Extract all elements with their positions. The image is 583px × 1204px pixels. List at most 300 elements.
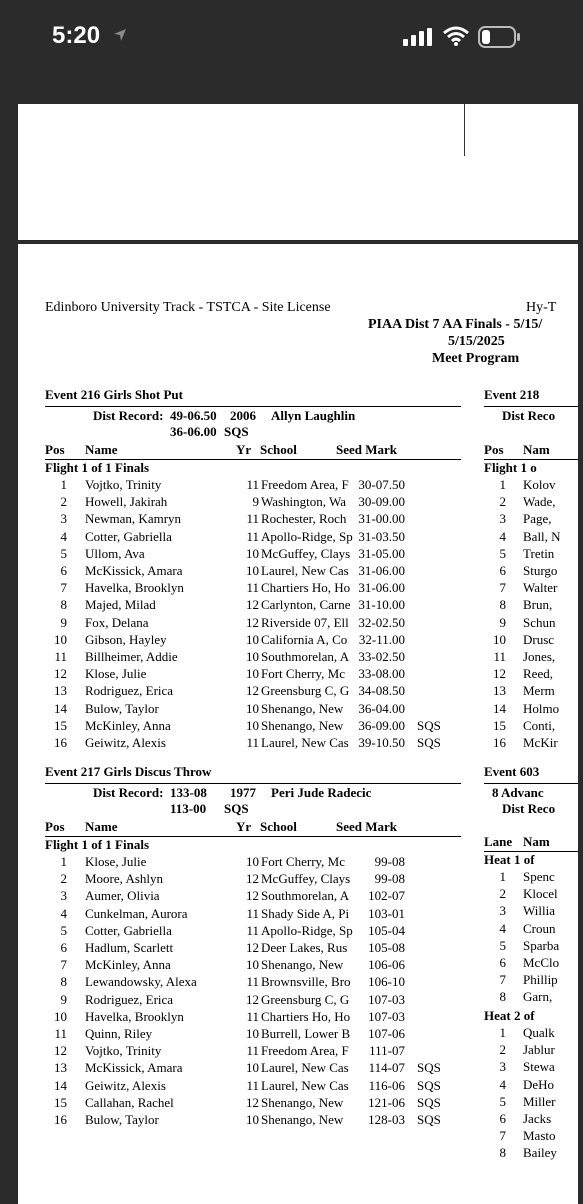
table-row: [484, 972, 578, 989]
yr-cell: 10: [246, 1112, 259, 1127]
name-cell: Newman, Kamryn: [85, 511, 182, 527]
pos-cell: 2: [60, 494, 67, 510]
name-cell: Miller: [523, 1093, 556, 1109]
qual-label: SQS: [224, 424, 249, 439]
pos-cell: 16: [54, 735, 67, 750]
name-cell: Tretin: [523, 545, 555, 561]
pos-cell: 15: [54, 1094, 67, 1110]
col-seed: Seed Mark: [336, 819, 398, 834]
name-cell: Hadlum, Scarlett: [85, 940, 174, 955]
pos-cell: 8: [499, 989, 506, 1005]
school-cell: Freedom Area, F: [261, 477, 349, 492]
table-row: [45, 1112, 461, 1129]
seed-cell: 31-06.00: [358, 563, 405, 578]
heat-label: Heat 1 of: [484, 852, 535, 867]
yr-cell: 11: [246, 580, 259, 596]
name-cell: Qualk: [523, 1025, 555, 1040]
seed-cell: 31-06.00: [358, 580, 405, 596]
pos-cell: 7: [60, 957, 67, 973]
table-row: [45, 1095, 461, 1112]
seed-cell: 31-03.50: [358, 528, 405, 544]
pos-cell: 13: [54, 1060, 67, 1076]
table-row: [484, 615, 578, 632]
table-row: [484, 886, 578, 903]
table-row: [45, 494, 461, 511]
note-cell: SQS: [417, 1077, 441, 1093]
yr-cell: 11: [246, 905, 259, 921]
table-row: [484, 666, 578, 683]
note-cell: SQS: [417, 1060, 441, 1076]
table-row: [484, 563, 578, 580]
note-cell: SQS: [417, 717, 441, 733]
yr-cell: 11: [246, 477, 259, 492]
table-row: [484, 989, 578, 1006]
yr-cell: 10: [246, 1026, 259, 1041]
school-cell: Shenango, New: [261, 717, 344, 733]
pos-cell: 8: [499, 1145, 506, 1161]
pos-cell: 6: [499, 563, 506, 578]
table-row: [484, 735, 578, 752]
table-row: [45, 906, 461, 923]
record-holder: Peri Jude Radecic: [271, 785, 372, 800]
event-title: Event 216 Girls Shot Put: [45, 387, 183, 402]
school-cell: Chartiers Ho, Ho: [261, 580, 351, 596]
pos-cell: 4: [499, 920, 506, 936]
name-cell: Klose, Julie: [85, 666, 147, 682]
table-row: [45, 1060, 461, 1077]
vendor-text: Hy-T: [526, 300, 557, 315]
name-cell: Garn,: [523, 989, 553, 1005]
pos-cell: 7: [499, 580, 506, 596]
table-row: [484, 1145, 578, 1162]
table-row: [484, 477, 578, 494]
table-row: [484, 1025, 578, 1042]
yr-cell: 11: [246, 974, 259, 990]
seed-cell: 36-09.00: [358, 717, 405, 733]
name-cell: Havelka, Brooklyn: [85, 1008, 184, 1024]
name-cell: McKinley, Anna: [85, 957, 171, 973]
name-cell: Majed, Milad: [85, 597, 156, 613]
name-cell: Jones,: [523, 649, 556, 664]
school-cell: Laurel, New Cas: [261, 563, 349, 578]
battery-icon: [478, 26, 522, 48]
name-cell: Merm: [523, 683, 555, 699]
seed-cell: 99-08: [374, 854, 405, 869]
name-cell: Wade,: [523, 494, 556, 510]
col-school: School: [260, 442, 297, 457]
pos-cell: 6: [60, 563, 67, 578]
col-name: Name: [85, 442, 118, 457]
seed-cell: 31-05.00: [358, 545, 405, 561]
school-cell: Shenango, New: [261, 957, 344, 973]
table-row: [484, 1077, 578, 1094]
note-cell: SQS: [417, 735, 441, 750]
pos-cell: 5: [60, 545, 67, 561]
yr-cell: 11: [246, 735, 259, 750]
name-cell: Jacks: [523, 1111, 552, 1126]
table-row: [45, 974, 461, 991]
table-row: [484, 1128, 578, 1145]
yr-cell: 11: [246, 922, 259, 938]
yr-cell: 10: [246, 545, 259, 561]
pdf-viewport[interactable]: [0, 104, 561, 1200]
seed-cell: 102-07: [368, 888, 405, 904]
name-cell: Cunkelman, Aurora: [85, 905, 188, 921]
pos-cell: 16: [54, 1112, 67, 1127]
table-row: [484, 1042, 578, 1059]
table-row: [45, 632, 461, 649]
name-cell: Page,: [523, 511, 552, 527]
pos-cell: 16: [493, 735, 506, 750]
seed-cell: 31-10.00: [358, 597, 405, 613]
status-bar: [0, 0, 554, 62]
name-cell: Rodriguez, Erica: [85, 991, 174, 1007]
school-cell: Riverside 07, Ell: [261, 614, 349, 630]
table-row: [45, 615, 461, 632]
school-cell: McGuffey, Clays: [261, 871, 351, 887]
pos-cell: 5: [499, 937, 506, 953]
record-year: 2006: [230, 408, 256, 423]
col-lane: Lane: [484, 834, 513, 849]
pos-cell: 4: [499, 1076, 506, 1092]
table-row: [45, 854, 461, 871]
name-cell: Cotter, Gabriella: [85, 922, 172, 938]
table-row: [484, 580, 578, 597]
address-bar[interactable]: [0, 62, 554, 104]
table-row: [484, 632, 578, 649]
table-row: [484, 701, 578, 718]
yr-cell: 11: [246, 1077, 259, 1093]
table-row: [45, 871, 461, 888]
table-row: [45, 923, 461, 940]
event-title: Event 217 Girls Discus Throw: [45, 764, 212, 779]
school-cell: McGuffey, Clays: [261, 545, 351, 561]
school-cell: Shady Side A, Pi: [261, 905, 350, 921]
seed-cell: 32-11.00: [358, 631, 405, 647]
name-cell: DeHo: [523, 1076, 555, 1092]
name-cell: Phillip: [523, 972, 558, 988]
school-cell: Laurel, New Cas: [261, 1077, 349, 1093]
table-row: [45, 649, 461, 666]
record-holder: Allyn Laughlin: [271, 408, 356, 423]
school-cell: Fort Cherry, Mc: [261, 666, 346, 682]
school-cell: Shenango, New: [261, 1112, 344, 1127]
yr-cell: 10: [246, 631, 259, 647]
pos-cell: 1: [499, 869, 506, 884]
seed-cell: 105-04: [368, 922, 405, 938]
name-cell: Vojtko, Trinity: [85, 477, 162, 492]
table-row: [484, 511, 578, 528]
name-cell: McClo: [523, 955, 560, 970]
table-row: [45, 666, 461, 683]
yr-cell: 11: [246, 1008, 259, 1024]
status-time: 5:20: [52, 22, 101, 49]
school-cell: Laurel, New Cas: [261, 1060, 349, 1076]
name-cell: Bulow, Taylor: [85, 1112, 159, 1127]
table-row: [484, 1111, 578, 1128]
name-cell: McKissick, Amara: [85, 563, 183, 578]
pos-cell: 4: [60, 528, 67, 544]
name-cell: Croun: [523, 920, 556, 936]
school-cell: Freedom Area, F: [261, 1043, 349, 1059]
pos-cell: 7: [499, 972, 506, 988]
pos-cell: 3: [60, 511, 67, 527]
record-label: Dist Record:: [93, 785, 164, 800]
yr-cell: 10: [246, 1060, 259, 1076]
pos-cell: 10: [54, 1008, 67, 1024]
pos-cell: 2: [499, 1042, 506, 1058]
name-cell: Kolov: [523, 477, 556, 492]
name-cell: McKinley, Anna: [85, 717, 171, 733]
yr-cell: 10: [246, 563, 259, 578]
table-row: [45, 546, 461, 563]
school-cell: Brownsville, Bro: [261, 974, 351, 990]
seed-cell: 30-07.50: [358, 477, 405, 492]
pos-cell: 5: [60, 922, 67, 938]
col-pos: Pos: [45, 442, 65, 457]
seed-cell: 107-06: [368, 1026, 405, 1041]
seed-cell: 106-10: [368, 974, 405, 990]
school-cell: Washington, Wa: [261, 494, 347, 510]
yr-cell: 12: [246, 597, 259, 613]
name-cell: Bulow, Taylor: [85, 700, 159, 716]
name-cell: Aumer, Olivia: [85, 888, 160, 904]
seed-cell: 39-10.50: [358, 735, 405, 750]
col-school: School: [260, 819, 297, 834]
seed-cell: 107-03: [368, 1008, 405, 1024]
table-row: [45, 718, 461, 735]
col-seed: Seed Mark: [336, 442, 398, 457]
pos-cell: 7: [499, 1128, 506, 1144]
school-cell: Shenango, New: [261, 1094, 344, 1110]
event-subtitle: 8 Advanc: [492, 785, 544, 800]
page-divider-line: [464, 104, 465, 156]
col-pos: Pos: [45, 819, 65, 834]
pos-cell: 6: [499, 955, 506, 970]
pos-cell: 11: [54, 1026, 67, 1041]
table-row: [45, 511, 461, 528]
name-cell: Geiwitz, Alexis: [85, 735, 166, 750]
seed-cell: 31-00.00: [358, 511, 405, 527]
pos-cell: 15: [493, 717, 506, 733]
pos-cell: 8: [60, 974, 67, 990]
seed-cell: 106-06: [368, 957, 405, 973]
seed-cell: 33-08.00: [358, 666, 405, 682]
name-cell: Ullom, Ava: [85, 545, 145, 561]
pos-cell: 2: [499, 494, 506, 510]
pos-cell: 9: [499, 614, 506, 630]
pos-cell: 12: [493, 666, 506, 682]
seed-cell: 36-04.00: [358, 700, 405, 716]
seed-cell: 114-07: [368, 1060, 405, 1076]
table-row: [45, 597, 461, 614]
pos-cell: 8: [499, 597, 506, 613]
table-row: [45, 1078, 461, 1095]
table-row: [484, 955, 578, 972]
seed-cell: 32-02.50: [358, 614, 405, 630]
pos-cell: 1: [60, 477, 67, 492]
pos-cell: 6: [499, 1111, 506, 1126]
yr-cell: 10: [246, 666, 259, 682]
pos-cell: 5: [499, 1093, 506, 1109]
name-cell: Walter: [523, 580, 558, 596]
school-cell: Laurel, New Cas: [261, 735, 349, 750]
yr-cell: 9: [252, 494, 259, 510]
license-text: Edinboro University Track - TSTCA - Site License: [45, 300, 331, 315]
name-cell: Fox, Delana: [85, 614, 149, 630]
yr-cell: 10: [246, 700, 259, 716]
pos-cell: 9: [60, 614, 67, 630]
pos-cell: 5: [499, 545, 506, 561]
table-row: [45, 580, 461, 597]
note-cell: SQS: [417, 1094, 441, 1110]
record-label: Dist Reco: [502, 801, 556, 816]
location-arrow-icon: [113, 28, 127, 42]
name-cell: McKir: [523, 735, 558, 750]
col-yr: Yr: [236, 442, 252, 457]
pos-cell: 1: [499, 1025, 506, 1040]
seed-cell: 103-01: [368, 905, 405, 921]
pos-cell: 3: [499, 1059, 506, 1075]
table-row: [484, 649, 578, 666]
name-cell: Klocel: [523, 886, 558, 902]
event-title: Event 218: [484, 387, 540, 402]
table-row: [484, 1059, 578, 1076]
table-row: [45, 701, 461, 718]
table-row: [45, 529, 461, 546]
yr-cell: 11: [246, 528, 259, 544]
flight-label: Flight 1 of 1 Finals: [45, 837, 150, 852]
seed-cell: 105-08: [368, 940, 405, 955]
seed-cell: 99-08: [374, 871, 405, 887]
table-row: [484, 921, 578, 938]
name-cell: Willia: [523, 903, 555, 919]
school-cell: Apollo-Ridge, Sp: [261, 528, 353, 544]
school-cell: Burrell, Lower B: [261, 1026, 351, 1041]
school-cell: Deer Lakes, Rus: [261, 940, 348, 955]
name-cell: Sturgo: [523, 563, 558, 578]
seed-cell: 128-03: [368, 1112, 405, 1127]
pos-cell: 2: [60, 871, 67, 887]
yr-cell: 12: [246, 991, 259, 1007]
flight-label: Flight 1 o: [484, 460, 537, 475]
pos-cell: 2: [499, 886, 506, 902]
note-cell: SQS: [417, 1112, 441, 1127]
pos-cell: 6: [60, 940, 67, 955]
name-cell: Conti,: [523, 717, 556, 733]
name-cell: Masto: [523, 1128, 556, 1144]
name-cell: Rodriguez, Erica: [85, 683, 174, 699]
yr-cell: 12: [246, 888, 259, 904]
table-row: [45, 683, 461, 700]
meet-title: PIAA Dist 7 AA Finals - 5/15/: [368, 317, 543, 332]
pos-cell: 15: [54, 717, 67, 733]
name-cell: Quinn, Riley: [85, 1026, 153, 1041]
pos-cell: 9: [60, 991, 67, 1007]
previous-page: [18, 104, 578, 240]
pos-cell: 4: [499, 528, 506, 544]
table-row: [45, 957, 461, 974]
col-name: Nam: [523, 834, 550, 849]
pos-cell: 14: [54, 1077, 67, 1093]
name-cell: Schun: [523, 614, 556, 630]
school-cell: Southmorelan, A: [261, 649, 350, 664]
heat-label: Heat 2 of: [484, 1008, 535, 1023]
divider: [484, 783, 578, 784]
pos-cell: 1: [499, 477, 506, 492]
yr-cell: 11: [246, 1043, 259, 1059]
table-row: [484, 546, 578, 563]
table-row: [484, 494, 578, 511]
divider: [484, 406, 578, 407]
table-row: [45, 563, 461, 580]
cellular-signal-icon: [403, 28, 433, 46]
yr-cell: 10: [246, 957, 259, 973]
name-cell: Geiwitz, Alexis: [85, 1077, 166, 1093]
pos-cell: 3: [60, 888, 67, 904]
table-row: [45, 1043, 461, 1060]
table-row: [45, 1026, 461, 1043]
name-cell: Sparba: [523, 937, 560, 953]
table-row: [484, 597, 578, 614]
seed-cell: 107-03: [368, 991, 405, 1007]
name-cell: Brun,: [523, 597, 553, 613]
table-row: [484, 683, 578, 700]
pos-cell: 10: [493, 631, 506, 647]
yr-cell: 10: [246, 717, 259, 733]
col-name: Nam: [523, 442, 550, 457]
school-cell: Fort Cherry, Mc: [261, 854, 346, 869]
yr-cell: 12: [246, 1094, 259, 1110]
table-row: [484, 1094, 578, 1111]
name-cell: Howell, Jakirah: [85, 494, 168, 510]
table-row: [484, 903, 578, 920]
name-cell: Moore, Ashlyn: [85, 871, 163, 887]
divider: [45, 783, 461, 784]
name-cell: Callahan, Rachel: [85, 1094, 174, 1110]
yr-cell: 12: [246, 871, 259, 887]
event-title: Event 603: [484, 764, 540, 779]
pos-cell: 1: [60, 854, 67, 869]
col-pos: Pos: [484, 442, 504, 457]
name-cell: Klose, Julie: [85, 854, 147, 869]
seed-cell: 30-09.00: [358, 494, 405, 510]
name-cell: Billheimer, Addie: [85, 649, 178, 664]
record-mark: 49-06.50: [170, 408, 217, 423]
yr-cell: 10: [246, 854, 259, 869]
pos-cell: 11: [493, 649, 506, 664]
name-cell: Gibson, Hayley: [85, 631, 167, 647]
pos-cell: 11: [54, 649, 67, 664]
name-cell: Drusc: [523, 631, 555, 647]
divider: [45, 406, 461, 407]
seed-cell: 34-08.50: [358, 683, 405, 699]
pos-cell: 3: [499, 511, 506, 527]
pos-cell: 13: [54, 683, 67, 699]
pos-cell: 3: [499, 903, 506, 919]
pos-cell: 7: [60, 580, 67, 596]
table-row: [484, 938, 578, 955]
name-cell: Cotter, Gabriella: [85, 528, 172, 544]
name-cell: Vojtko, Trinity: [85, 1043, 162, 1059]
yr-cell: 12: [246, 614, 259, 630]
name-cell: Stewa: [523, 1059, 555, 1075]
col-name: Name: [85, 819, 118, 834]
school-cell: Shenango, New: [261, 700, 344, 716]
table-row: [45, 477, 461, 494]
yr-cell: 11: [246, 511, 259, 527]
table-row: [45, 940, 461, 957]
